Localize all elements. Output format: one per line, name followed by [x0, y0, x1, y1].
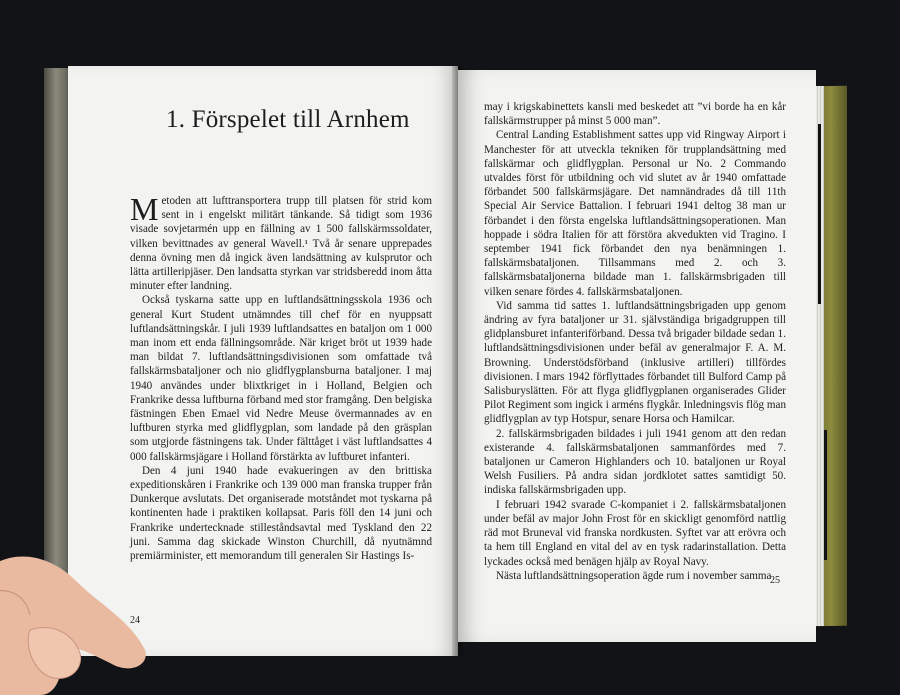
paragraph: Central Landing Establishment sattes upp vid Ringway Airport i Manchester för att utveckla tekniken för trupplandsättning med fallskärmar och glidflygplan. Personal ur No. 2 Commando utvaldes först för utbildning och vid slutet av år 1940 omfattade förbandet 500 fallskärmsjägare. Det namnändrades då till 11th Special Air Service Battalion. I februari 1941 deltog 38 man ur förbandet i den första engelska luftlandsättningsoperationen. Man hoppade i södra Italien för att förstöra akvedukten vid Tragino. I september 1941 fick förbandet den nya benämningen 1. fallskärmsbataljonen. Tillsammans med 2. och 3. fallskärmsbataljonerna bildade man 1. fallskärmsbrigaden till vilken senare fördes 4. fallskärmsbataljonen. — [484, 129, 786, 298]
right-page — [458, 70, 816, 642]
left-page-text — [130, 191, 432, 563]
paragraph: Nästa luftlandsättningsoperation ägde rum i november samma — [496, 569, 772, 582]
paragraph: Den 4 juni 1940 hade evakueringen av den brittiska expeditionskåren i Frankrike och 139 000 man franska trupper från Dunkerque avslutats. Det organiserade motståndet mot tyskarna på kontinenten hade i praktiken kollapsat. Paris föll den 14 juni och Frankrike undertecknade stilleståndsavtal med Tyskland den 22 juni. Samma dag skickade Winston Churchill, då nyutnämnd premiärminister, ett memorandum till generalen Sir Hastings Is- — [130, 464, 432, 563]
paragraph: I februari 1942 svarade C-kompaniet i 2. fallskärmsbataljonen under befäl av major John Frost för en skickligt genomförd nattlig räd mot Bruneval vid franska nordkusten. Syftet var att erövra och ta hem till England en vital del av en tysk radarinstallation. Detta lyckades också med benägen hjälp av Royal Navy. — [484, 498, 786, 568]
paragraph: Också tyskarna satte upp en luftlandsättningsskola 1936 och general Kurt Student utnämndes till chef för en nyuppsatt luftlandsättningskår. I juli 1939 luftlandsattes en bataljon om 1 000 man inom ett enda fällningsområde. När kriget bröt ut 1939 hade man bildat 7. luftlandsättningsdivisionen som omfattade två fallskärmsbataljoner och nio glidflygplansburna bataljoner. I maj 1940 användes under blixtkriget in i Holland, Belgien och Frankrike dessa luftburna förband med stor framgång. Den belgiska fästningen Eben Emael vid Nedre Meuse övermannades av en luftburen styrka med glidflygplan, som landade på den gräsplan som utgjorde fästningens tak. Under fälttåget i väst luftlandsattes 4 000 fallskärmsjägare i Holland förstärkta av luftburet infanteri. — [130, 294, 432, 463]
paragraph: Metoden att lufttransportera trupp till platsen för strid kom sent in i engelskt militärt tänkande. Så tidigt som 1936 visade sovjetarmén upp en fällning av 1 500 fallskärmssoldater, vilken bevittnades av general Wavell.¹ Två år senare upprepades denna övning men då ingick även landsättning av kulsprutor och lätta artilleripjäser. Den landsatta styrkan var stridsberedd inom åtta minuter efter landning. — [130, 191, 432, 293]
page-number: 25 — [770, 575, 780, 586]
hand-image — [0, 535, 150, 695]
right-page-text — [484, 100, 786, 583]
page-number: 24 — [130, 615, 140, 626]
paragraph: Vid samma tid sattes 1. luftlandsättningsbrigaden upp genom ändring av fyra bataljoner ur 31. självständiga brigadgruppen till glidplansburet infanteriförband. Dessa två brigader bildade sedan 1. luftlandsättningsdivisionen under befäl av generalmajor F. A. M. Browning. Understödsförband (inklusive artilleri) tillfördes divisionen. I mars 1942 förflyttades förbandet till Bulford Camp på Salisburyslätten. För att flyga glidflygplanen organiserades Glider Pilot Regiment som ingick i arméns flygkår. Inledningsvis flög man glidflygplan av typ Hotspur, senare Horsa och Hamilcar. — [484, 299, 786, 426]
drop-cap: M — [130, 191, 159, 227]
chapter-title: 1. Förspelet till Arnhem — [166, 106, 410, 133]
paragraph: may i krigskabinettets kansli med beskedet att ”vi borde ha en kår fallskärmstrupper på minst 5 000 man”. — [484, 101, 786, 128]
paragraph: 2. fallskärmsbrigaden bildades i juli 1941 genom att den redan existerande 4. fallskärmsbataljonen sammanfördes med 7. bataljonen ur Cameron Highlanders och 10. bataljonen ur Royal Welsh Fusiliers. På andra sidan jordklotet sattes samtidigt 50. indiska fallskärmsbrigaden upp. — [484, 427, 786, 497]
bleed-mark — [824, 430, 827, 560]
bleed-mark — [818, 124, 821, 304]
